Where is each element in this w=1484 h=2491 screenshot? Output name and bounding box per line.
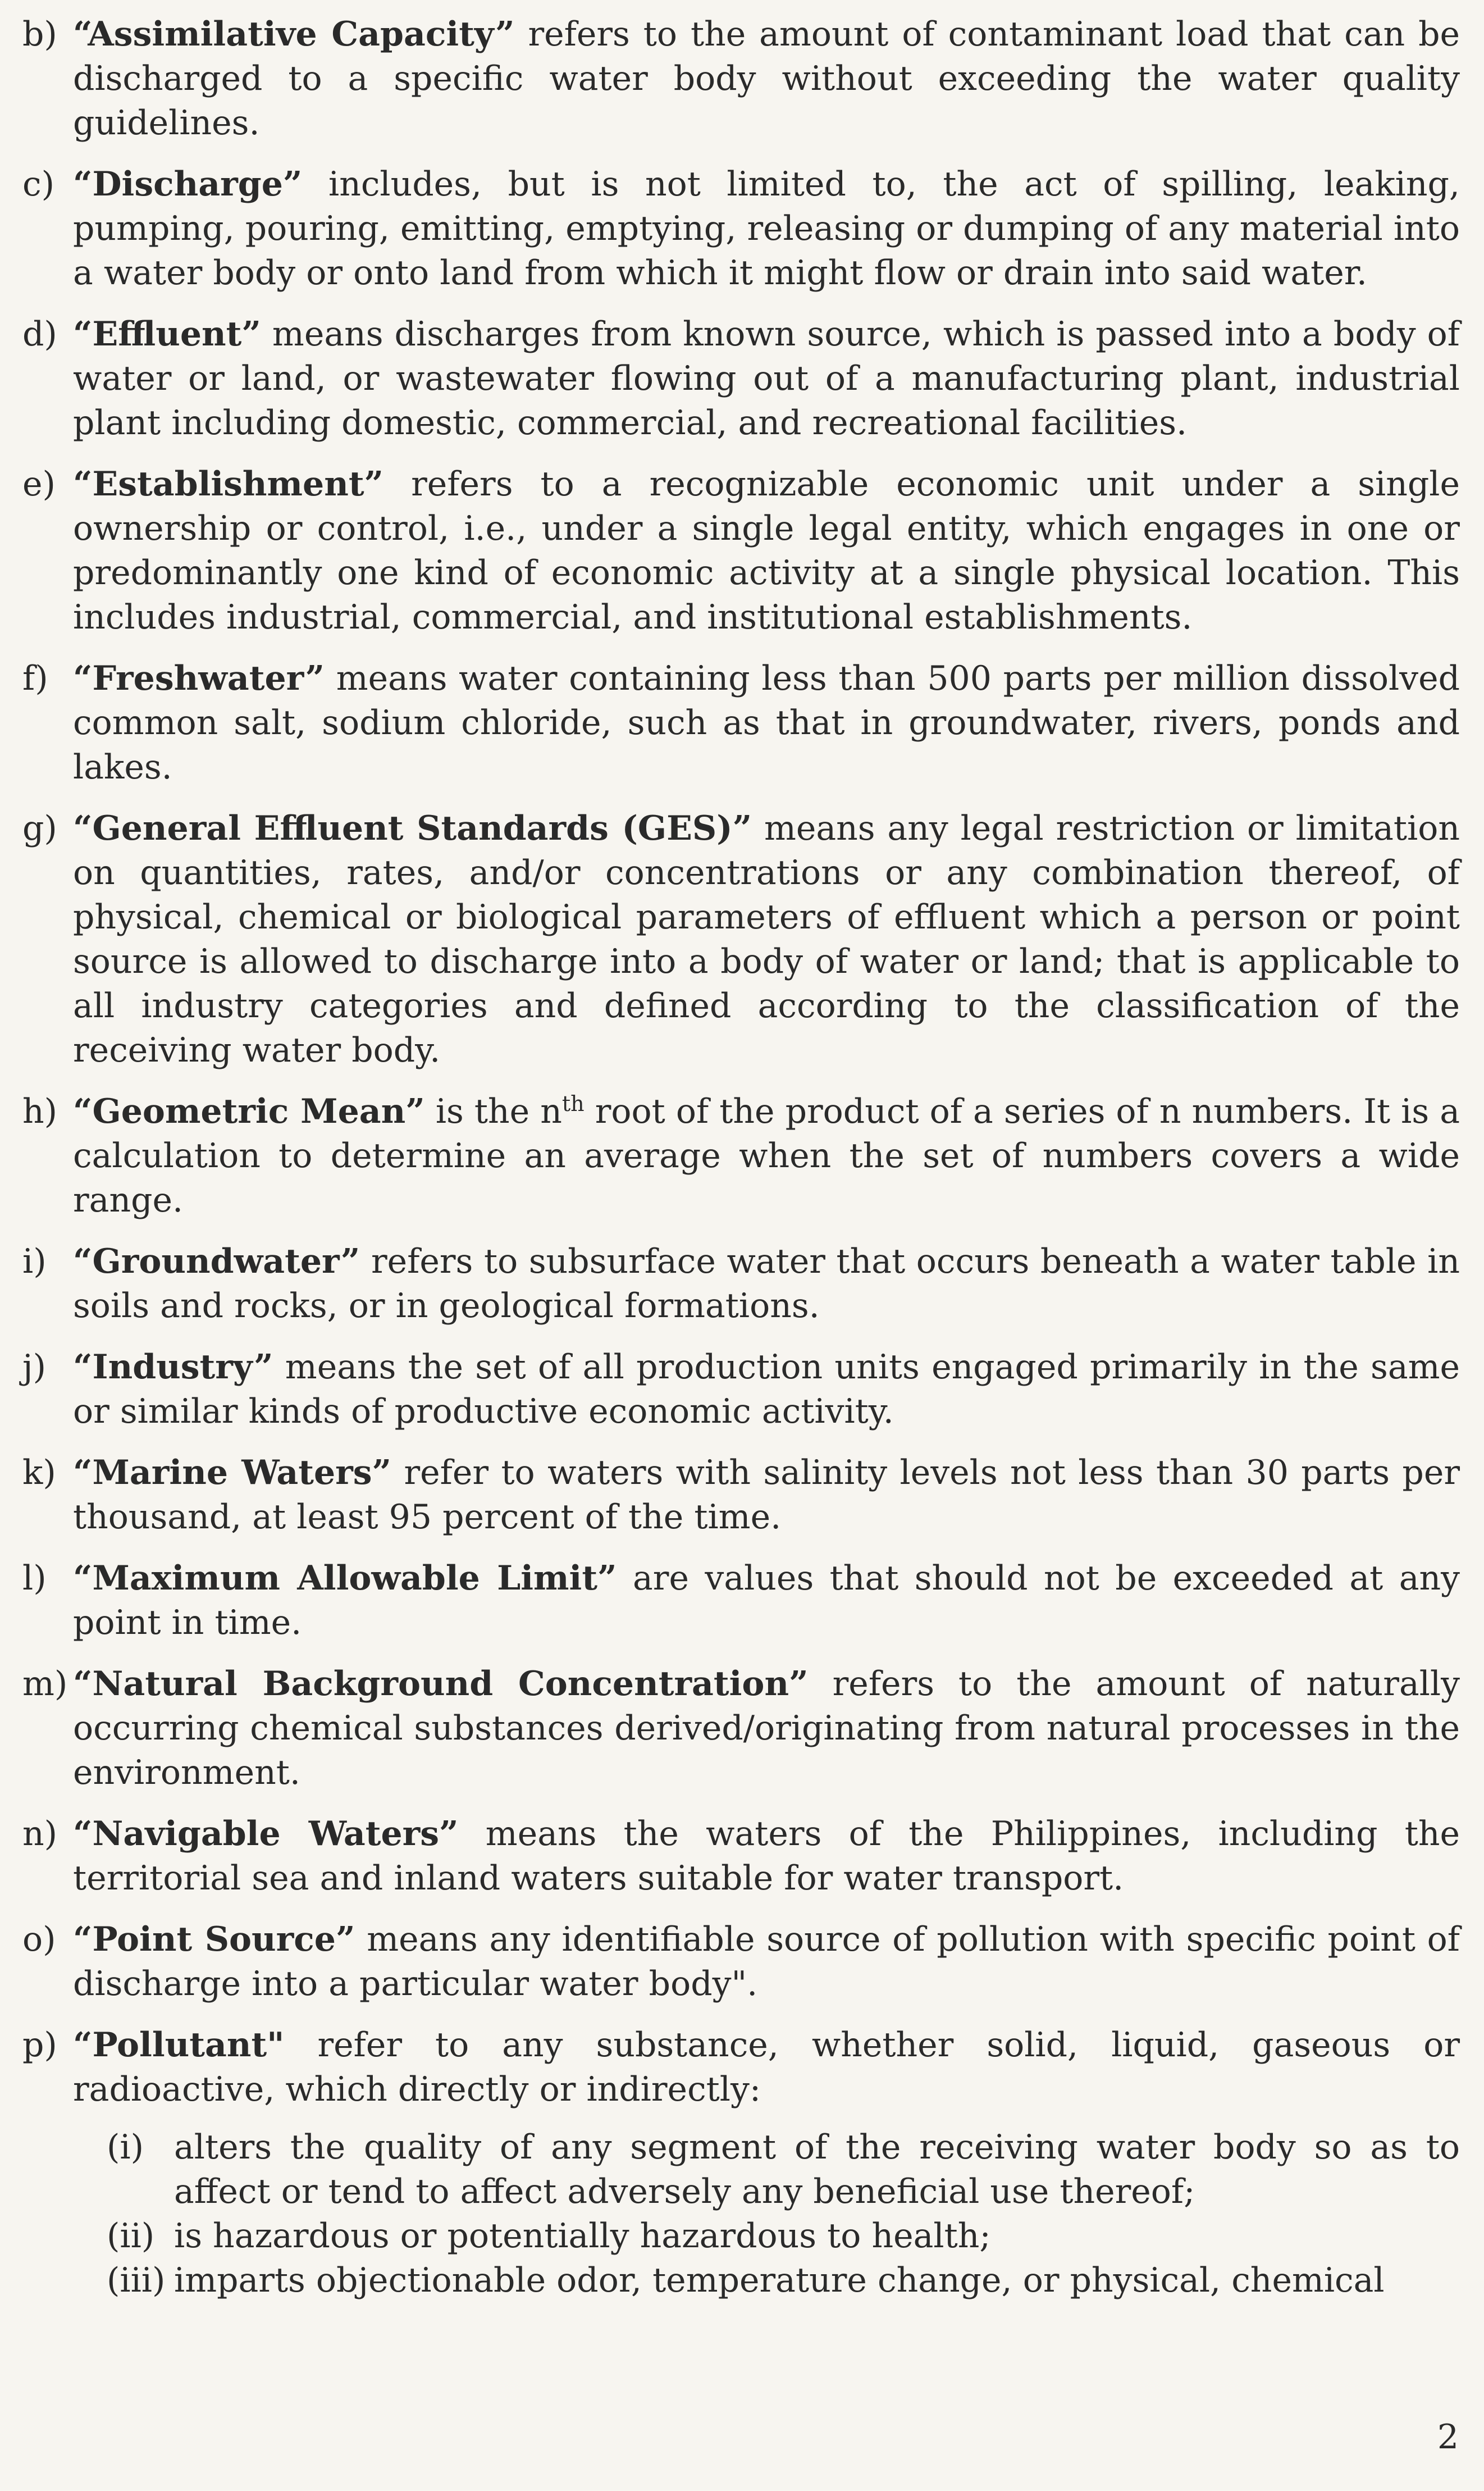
item-letter: j) <box>22 1347 47 1387</box>
definition-text-continued: root of the product of a series of n numbers. It is a calculation to determine an average when the set of numbers covers a wide range. <box>73 1092 1460 1220</box>
definition-text: are values that should not be exceeded at any point in time. <box>73 1559 1460 1642</box>
sub-item-text: is hazardous or potentially hazardous to health; <box>174 2216 991 2256</box>
defined-term: “Pollutant" <box>73 2025 285 2065</box>
defined-term: “Discharge” <box>73 165 303 204</box>
defined-term: “Point Source” <box>73 1920 355 1959</box>
defined-term: “Establishment” <box>73 464 384 504</box>
item-letter: b) <box>22 15 57 54</box>
definition-pollutant <box>22 2023 1460 2112</box>
sub-item-number: (i) <box>107 2128 144 2167</box>
item-letter: e) <box>22 464 56 504</box>
defined-term: “Groundwater” <box>73 1242 360 1281</box>
definition-text: refers to the amount of naturally occurring chemical substances derived/originating from natural processes in the environment. <box>73 1664 1460 1792</box>
definition-text: means any legal restriction or limitation on quantities, rates, and/or concentrations or any combination thereof, of physical, chemical or biological parameters of effluent which a person or point source is allowed to discharge into a body of water or land; that is applicable to all industry categories and defined according to the classification of the receiving water body. <box>73 809 1460 1070</box>
definition-establishment <box>22 462 1460 640</box>
superscript-th: th <box>561 1091 585 1116</box>
definition-text: refer to any substance, whether solid, liquid, gaseous or radioactive, which directly or indirectly: <box>73 2025 1460 2109</box>
definition-text: means the waters of the Philippines, including the territorial sea and inland waters suitable for water transport. <box>73 1814 1460 1898</box>
item-letter: l) <box>22 1559 47 1598</box>
defined-term: “Effluent” <box>73 315 261 354</box>
definition-text: includes, but is not limited to, the act of spilling, leaking, pumping, pouring, emitting, emptying, releasing or dumping of any material into a water body or onto land from which it might flow or drain into said water. <box>73 165 1460 293</box>
defined-term: “Freshwater” <box>73 659 325 698</box>
sub-item-text: imparts objectionable odor, temperature change, or physical, chemical <box>174 2261 1385 2300</box>
definition-text: means water containing less than 500 parts per million dissolved common salt, sodium chloride, such as that in groundwater, rivers, ponds and lakes. <box>73 659 1460 787</box>
defined-term: “Maximum Allowable Limit” <box>73 1559 617 1598</box>
defined-term: “General Effluent Standards (GES)” <box>73 809 752 848</box>
definition-text: refer to waters with salinity levels not less than 30 parts per thousand, at least 95 percent of the time. <box>73 1453 1460 1537</box>
definition-assimilative-capacity <box>22 12 1460 145</box>
definition-freshwater <box>22 657 1460 790</box>
defined-term: “Geometric Mean” <box>73 1092 425 1131</box>
defined-term: “Natural Background Concentration” <box>73 1664 809 1704</box>
item-letter: n) <box>22 1814 58 1854</box>
list-item <box>107 2214 1460 2258</box>
page-number: 2 <box>1437 2417 1459 2457</box>
definition-navigable-waters <box>22 1812 1460 1901</box>
item-letter: d) <box>22 315 57 354</box>
list-item <box>107 2258 1460 2303</box>
item-letter: i) <box>22 1242 47 1281</box>
pollutant-sublist <box>22 2125 1460 2303</box>
sub-item-text: alters the quality of any segment of the receiving water body so as to affect or tend to affect adversely any beneficial use thereof; <box>174 2128 1460 2211</box>
definition-point-source <box>22 1918 1460 2006</box>
definition-text: means the set of all production units engaged primarily in the same or similar kinds of productive economic activity. <box>73 1347 1460 1431</box>
sub-item-number: (ii) <box>107 2216 155 2256</box>
item-letter: c) <box>22 165 55 204</box>
definition-discharge <box>22 162 1460 295</box>
definition-text: refers to the amount of contaminant load that can be discharged to a specific water body without exceeding the water quality guidelines. <box>73 15 1460 143</box>
item-letter: p) <box>22 2025 57 2065</box>
sub-item-number: (iii) <box>107 2261 166 2300</box>
item-letter: h) <box>22 1092 58 1131</box>
defined-term: “Industry” <box>73 1347 273 1387</box>
item-letter: k) <box>22 1453 56 1492</box>
item-letter: f) <box>22 659 48 698</box>
defined-term: “Assimilative Capacity” <box>73 15 515 54</box>
definition-text: means any identifiable source of pollution with specific point of discharge into a particular water body". <box>73 1920 1460 2003</box>
definition-marine-waters <box>22 1451 1460 1540</box>
document-page <box>22 12 1460 2303</box>
definition-maximum-allowable-limit <box>22 1556 1460 1645</box>
definition-natural-background-concentration <box>22 1662 1460 1795</box>
item-letter: o) <box>22 1920 56 1959</box>
defined-term: “Marine Waters” <box>73 1453 392 1492</box>
item-letter: g) <box>22 809 57 848</box>
item-letter: m) <box>22 1664 68 1704</box>
definition-text: means discharges from known source, which is passed into a body of water or land, or wastewater flowing out of a manufacturing plant, industrial plant including domestic, commercial, and recreational facilities. <box>73 315 1460 443</box>
definition-text: refers to a recognizable economic unit under a single ownership or control, i.e., under a single legal entity, which engages in one or predominantly one kind of economic activity at a single physical location. This includes industrial, commercial, and institutional establishments. <box>73 464 1460 637</box>
definition-text: is the n <box>435 1092 562 1131</box>
definition-groundwater <box>22 1240 1460 1328</box>
definition-geometric-mean <box>22 1090 1460 1223</box>
definition-industry <box>22 1345 1460 1434</box>
defined-term: “Navigable Waters” <box>73 1814 459 1854</box>
definition-effluent <box>22 312 1460 445</box>
list-item <box>107 2125 1460 2214</box>
definition-general-effluent-standards <box>22 807 1460 1073</box>
definition-text: refers to subsurface water that occurs beneath a water table in soils and rocks, or in geological formations. <box>73 1242 1460 1326</box>
